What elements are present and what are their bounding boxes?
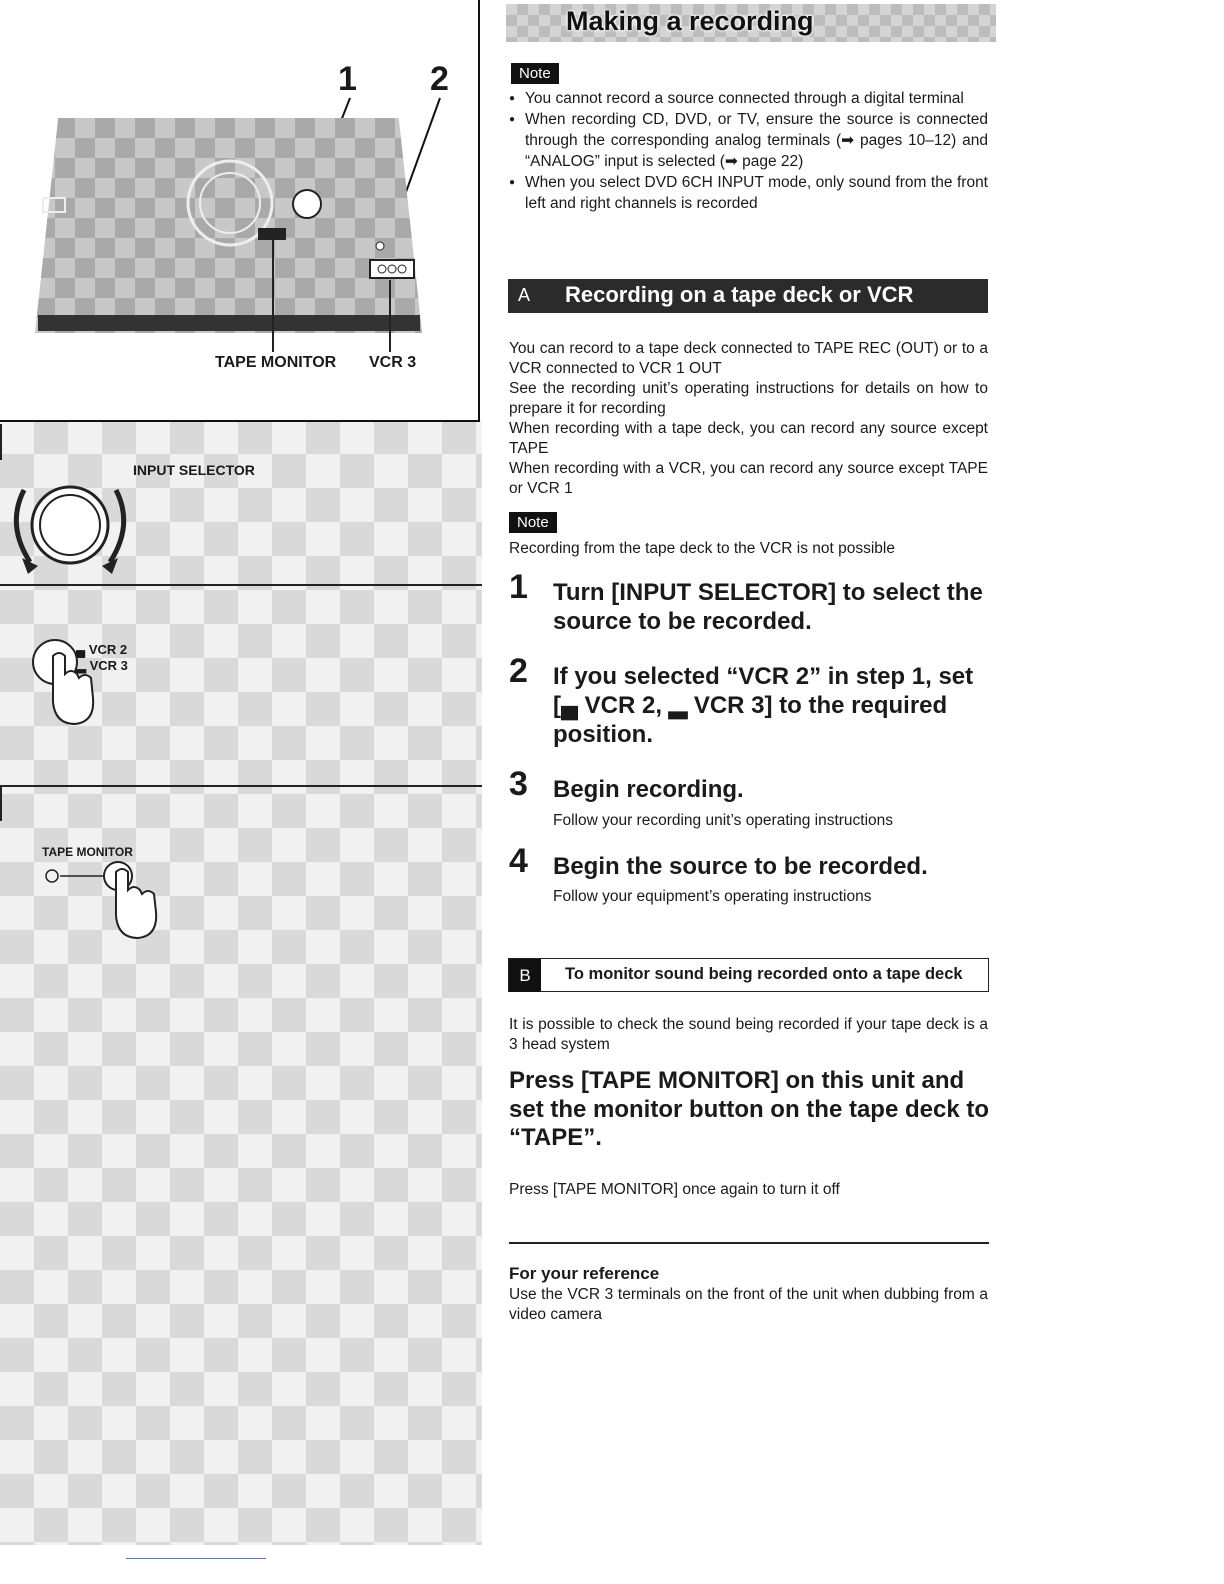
callout-1: 1	[338, 60, 357, 98]
note-badge: Note	[511, 63, 559, 84]
receiver-base	[38, 315, 420, 331]
tape-monitor-button-icon	[36, 860, 176, 945]
note-item: ● When you select DVD 6CH INPUT mode, only sound from the front left and right channels is recorded	[509, 172, 988, 214]
reference-text: Use the VCR 3 terminals on the front of the unit when dubbing from a video camera	[509, 1286, 988, 1323]
note-item: ● You cannot record a source connected through a digital terminal	[509, 88, 988, 109]
note-list	[509, 88, 988, 214]
step-title: If you selected “VCR 2” in step 1, set [▄ VCR 2, ▂ VCR 3] to the required position.	[553, 663, 974, 748]
device-illustration-panel	[0, 0, 480, 422]
input-selector-knob-icon	[0, 480, 160, 580]
vcr3-switch-label: ▂ VCR 3	[76, 658, 128, 673]
paragraph: See the recording unit’s operating instructions for details on how to prepare it for recording	[509, 380, 988, 417]
section-b-instruction: Press [TAPE MONITOR] on this unit and set the monitor button on the tape deck to “TAPE”.	[509, 1067, 989, 1151]
section-a-title: Recording on a tape deck or VCR	[565, 282, 914, 307]
page-title: Making a recording	[566, 6, 814, 36]
step-number: 2	[509, 652, 528, 690]
vcr3-label: VCR 3	[369, 354, 417, 371]
note-text: Recording from the tape deck to the VCR is not possible	[509, 540, 895, 557]
vcr3-text: VCR 3	[89, 658, 128, 673]
section-a-letter: A	[518, 285, 531, 305]
divider-2	[0, 785, 482, 787]
illustration-background	[0, 420, 482, 1545]
section-marker	[0, 424, 2, 460]
note-badge-2: Note	[509, 512, 557, 533]
section-a-body	[509, 339, 988, 499]
step-subtext: Follow your equipment’s operating instructions	[553, 888, 872, 905]
illustration-column	[0, 0, 482, 1584]
step-title: Begin recording.	[553, 776, 744, 803]
divider-1	[0, 584, 482, 586]
step-title: Begin the source to be recorded.	[553, 853, 928, 880]
section-b-title: To monitor sound being recorded onto a tape deck	[565, 965, 963, 983]
vcr3-pointer	[389, 280, 391, 352]
callout-2: 2	[430, 60, 449, 98]
paragraph: When recording with a VCR, you can record any source except TAPE or VCR 1	[509, 460, 988, 497]
footer-rule	[126, 1558, 266, 1559]
tape-monitor-button-label: TAPE MONITOR	[42, 845, 133, 859]
section-marker-2	[0, 787, 2, 821]
reference-heading: For your reference	[509, 1264, 660, 1283]
tape-monitor-pointer	[272, 240, 274, 352]
step-title: Turn [INPUT SELECTOR] to select the source to be recorded.	[553, 579, 983, 635]
step-number: 1	[509, 568, 528, 606]
step-subtext: Follow your recording unit’s operating instructions	[553, 812, 894, 829]
reference-divider	[509, 1242, 989, 1244]
section-b-intro: It is possible to check the sound being recorded if your tape deck is a 3 head system	[509, 1016, 988, 1053]
paragraph: When recording with a tape deck, you can record any source except TAPE	[509, 420, 988, 457]
note-item: ● When recording CD, DVD, or TV, ensure the source is connected through the corresponding analog terminals (➡ pages 10–12) and “ANALOG” input is selected (➡ page 22)	[509, 109, 988, 172]
vcr2-switch-label: ▄ VCR 2	[76, 642, 128, 657]
paragraph: You can record to a tape deck connected to TAPE REC (OUT) or to a VCR connected to VCR 1 OUT	[509, 340, 988, 377]
input-selector-label: INPUT SELECTOR	[133, 462, 255, 478]
section-b-followup: Press [TAPE MONITOR] once again to turn it off	[509, 1181, 840, 1198]
step-number: 3	[509, 765, 528, 803]
receiver-details	[35, 118, 422, 333]
step-number: 4	[509, 842, 528, 880]
section-b-letter: B	[509, 959, 541, 992]
vcr2-text: VCR 2	[88, 642, 128, 657]
tape-monitor-label: TAPE MONITOR	[215, 354, 337, 371]
